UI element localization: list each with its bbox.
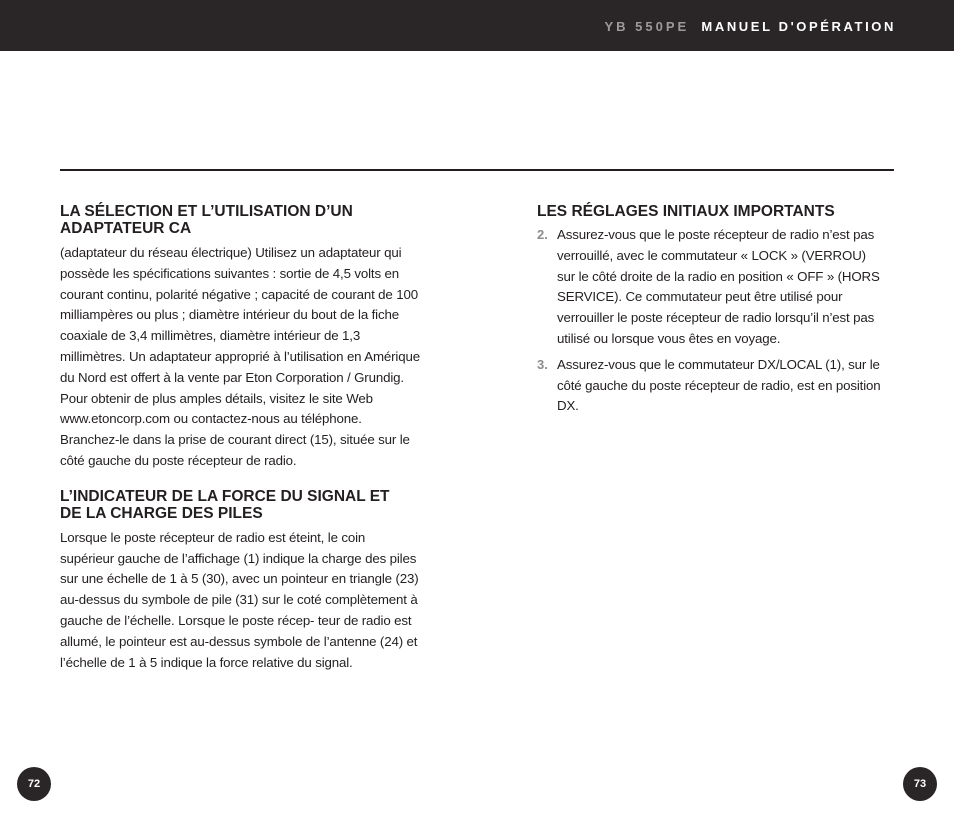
signal-battery-heading: L’INDICATEUR DE LA FORCE DU SIGNAL ET DE LA CHARGE DES PILES bbox=[60, 487, 390, 522]
step-item bbox=[537, 355, 887, 417]
step-item bbox=[537, 225, 887, 350]
page-number-left: 72 bbox=[17, 767, 51, 801]
header-bar bbox=[0, 0, 954, 51]
ac-adapter-body: (adaptateur du réseau électrique) Utilisez un adaptateur qui possède les spécifications suivantes : sortie de 4,5 volts en courant continu, polarité négative ; capacité de courant de 100 milliampères ou plus ; diamètre intérieur du bout de la fiche coaxiale de 3,4 millimètres, diamètre intérieur de 1,3 millimètres. Un adaptateur approprié à l’utilisation en Amérique du Nord est offert à la vente par Eton Corporation / Grundig. Pour obtenir de plus amples détails, visitez le site Web www.etoncorp.com ou contactez-nous au téléphone. Branchez-le dans la prise de courant direct (15), située sur le côté gauche du poste récepteur de radio. bbox=[60, 245, 420, 468]
manual-title: MANUEL D'OPÉRATION bbox=[701, 19, 896, 34]
section-divider bbox=[60, 169, 894, 171]
left-column bbox=[60, 203, 422, 673]
step-number: 3. bbox=[537, 356, 548, 372]
signal-battery-section bbox=[60, 488, 422, 674]
signal-battery-body: Lorsque le poste récepteur de radio est éteint, le coin supérieur gauche de l’affichage (1) indique la charge des piles sur une échelle de 1 à 5 (30), avec un pointeur en triangle (23) au-dessus du symbole de pile (31) sur le coté complètement à gauche de l’échelle. Lorsque le poste récep- teur de radio est allumé, le pointeur est au-dessus symbole de l’antenne (24) et l’échelle de 1 à 5 indique la force relative du signal. bbox=[60, 529, 419, 670]
page-number-right: 73 bbox=[903, 767, 937, 801]
running-header bbox=[604, 19, 896, 34]
model-name: YB 550PE bbox=[604, 19, 690, 34]
step-text: Assurez-vous que le commutateur DX/LOCAL (1), sur le côté gauche du poste récepteur de radio, est en position DX. bbox=[557, 356, 881, 414]
step-text: Assurez-vous que le poste récepteur de radio n’est pas verrouillé, avec le commutateur « LOCK » (VERROU) sur le côté droite de la radio en position « OFF » (HORS SERVICE). Ce commutateur peut être utilisé pour verrouiller le poste récepteur de radio lorsqu’il n’est pas utilisé ou lorsque vous êtes en voyage. bbox=[557, 227, 880, 346]
step-number: 2. bbox=[537, 227, 548, 242]
initial-settings-heading: LES RÉGLAGES INITIAUX IMPORTANTS bbox=[537, 203, 835, 220]
right-column bbox=[537, 203, 887, 417]
ac-adapter-heading: LA SÉLECTION ET L’UTILISATION D’UN ADAPTATEUR CA bbox=[60, 203, 353, 237]
